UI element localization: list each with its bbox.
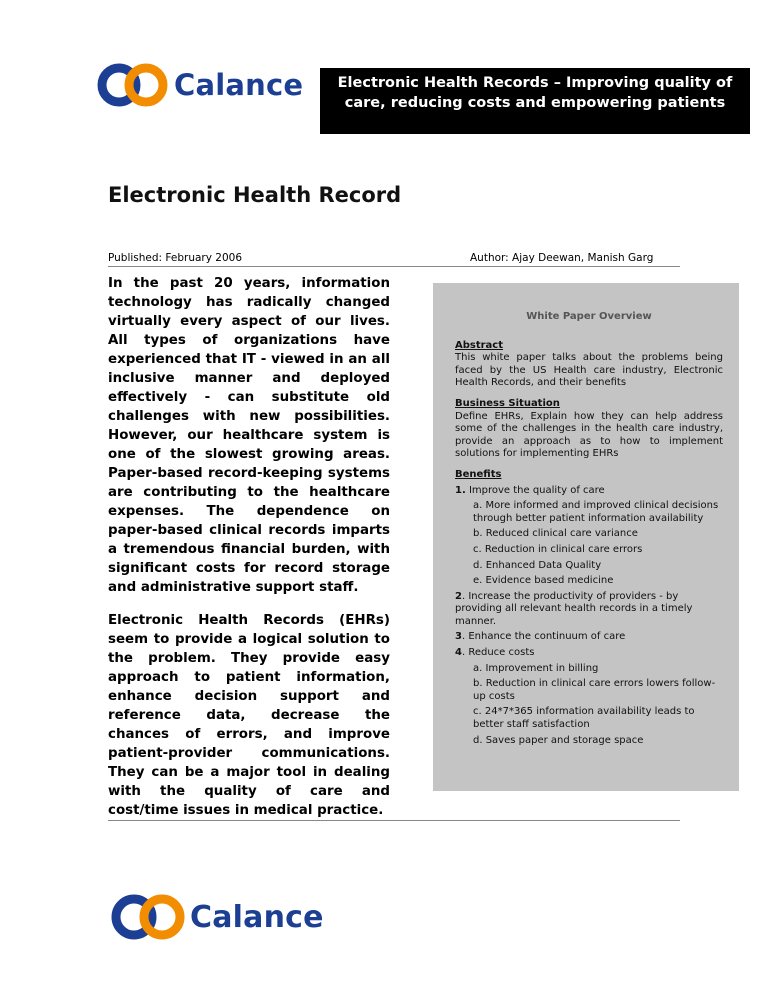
overview-title: White Paper Overview xyxy=(526,311,652,322)
intro-text: In the past 20 years, information technology has radically changed virtually every aspect of our lives. All types of organizations have experienced that IT - viewed in an all inclusive manner and deployed effectively - can substitute old challenges with new possibilities. However, our healthcare system is one of the slowest growing areas. Paper-based record-keeping systems are contributing to the healthcare expenses. The dependence on paper-based clinical records imparts a tremendous financial burden, with significant costs for record storage and administrative support staff. xyxy=(108,276,390,595)
footer-divider xyxy=(108,820,680,821)
benefit-text: . Enhance the continuum of care xyxy=(461,631,626,643)
benefits-heading: Benefits xyxy=(455,468,502,480)
benefit-subitem: c. 24*7*365 information availability leads to better staff satisfaction xyxy=(473,706,695,731)
author-line: Author: Ajay Deewan, Manish Garg xyxy=(470,252,654,264)
intro-paragraph xyxy=(108,274,390,597)
benefit-number: 3 xyxy=(455,631,462,643)
published-date: Published: February 2006 xyxy=(108,252,243,264)
benefits-list xyxy=(455,485,723,748)
business-situation-section xyxy=(455,398,723,461)
ehr-text: Electronic Health Records (EHRs) seem to provide a logical solution to the problem. They provide easy approach to patient information, enhance decision support and reference data, decrease the chances of errors, and improve patient-provider communications. They can be a major tool in dealing with the quality of care and cost/time issues in medical practice. xyxy=(108,613,390,818)
header-divider xyxy=(108,266,680,267)
benefit-number: 2 xyxy=(455,590,462,602)
benefit-item xyxy=(455,485,723,498)
abstract-section xyxy=(455,340,723,390)
benefit-item xyxy=(455,591,723,629)
benefit-item xyxy=(455,631,723,644)
calance-logo xyxy=(96,62,303,108)
benefit-subitem: a. More informed and improved clinical decisions through better patient information availability xyxy=(473,500,719,524)
benefit-subitem: a. Improvement in billing xyxy=(473,662,599,674)
business-situation-text: Define EHRs, Explain how they can help address some of the challenges in the health care industry, provide an approach as to how to implement solutions for implementing EHRs xyxy=(455,410,723,460)
benefit-number: 1. xyxy=(455,484,466,496)
abstract-heading: Abstract xyxy=(455,339,504,351)
benefit-subitem: b. Reduction in clinical care errors lowers follow-up costs xyxy=(473,678,716,702)
ehr-paragraph xyxy=(108,611,390,820)
document-title: Electronic Health Record xyxy=(108,183,402,207)
benefit-item xyxy=(455,647,723,660)
calance-logo-mark-icon xyxy=(96,62,170,108)
logo-wordmark: Calance xyxy=(190,899,324,935)
benefits-section xyxy=(455,469,723,747)
calance-logo-footer xyxy=(110,893,324,941)
white-paper-overview xyxy=(433,283,739,791)
benefit-text: . Increase the productivity of providers - by providing all relevant health records in a timely manner. xyxy=(455,590,693,627)
business-situation-heading: Business Situation xyxy=(455,397,560,409)
benefit-subitem: c. Reduction in clinical care errors xyxy=(473,543,643,555)
benefit-text: . Reduce costs xyxy=(461,647,535,659)
calance-logo-mark-icon xyxy=(110,893,186,941)
abstract-text: This white paper talks about the problems being faced by the US Health care industry, Electronic Health Records, and their benefits xyxy=(455,352,723,389)
logo-wordmark: Calance xyxy=(174,68,304,102)
benefit-number: 4 xyxy=(455,647,462,659)
benefit-subitem: d. Saves paper and storage space xyxy=(473,734,644,746)
benefit-subitem: e. Evidence based medicine xyxy=(473,575,614,587)
title-banner: Electronic Health Records – Improving quality of care, reducing costs and empowering patients xyxy=(320,68,750,134)
benefit-subitem: d. Enhanced Data Quality xyxy=(473,559,602,571)
benefit-text: Improve the quality of care xyxy=(465,484,605,496)
benefit-subitem: b. Reduced clinical care variance xyxy=(473,528,638,540)
